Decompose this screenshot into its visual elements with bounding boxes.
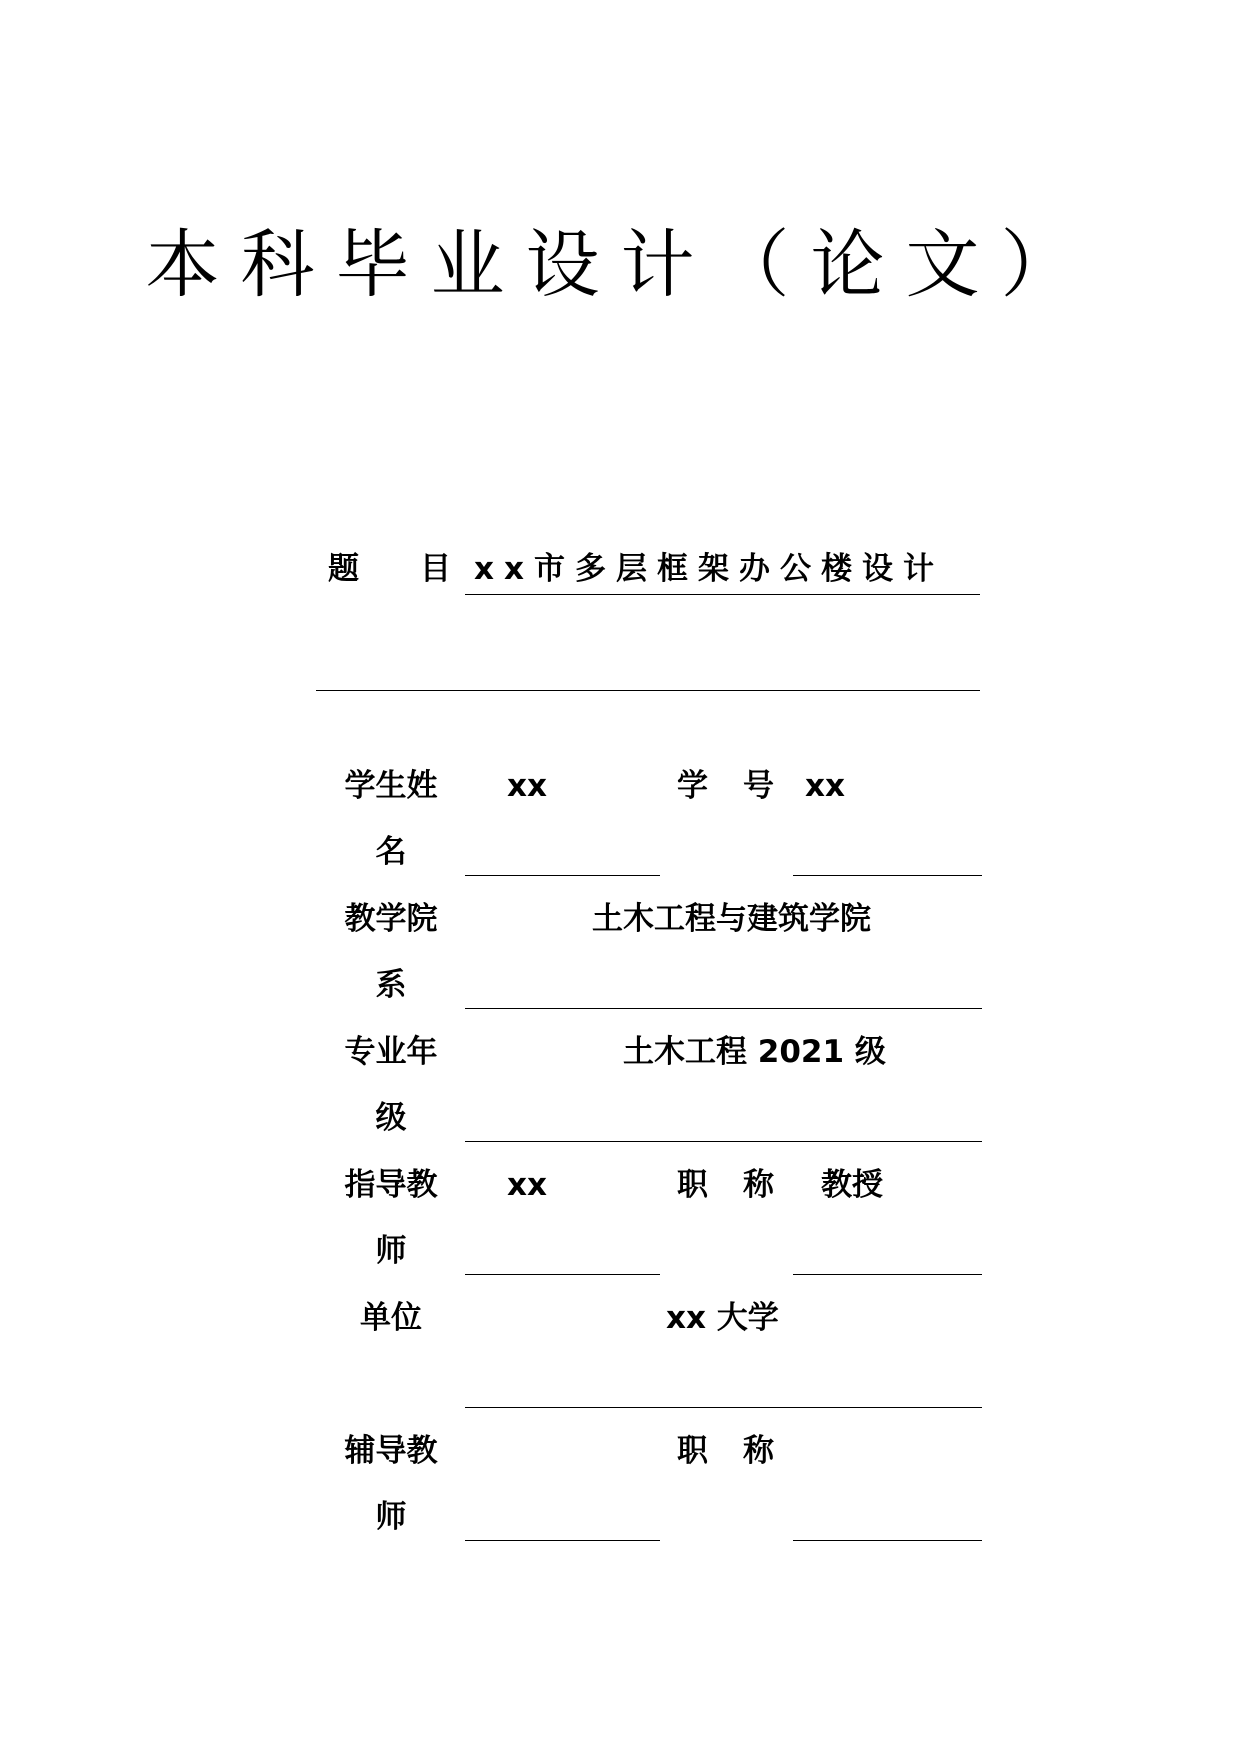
- co-advisor-label: 辅导教师: [344, 1433, 438, 1535]
- advisor-underline: [465, 1274, 660, 1275]
- major-year-value: 土木工程 2021 级: [623, 1034, 886, 1070]
- topic-label-part2: 目: [420, 551, 451, 587]
- topic-underline: [465, 594, 980, 595]
- school-value: 土木工程与建筑学院: [592, 901, 871, 937]
- advisor-title-underline: [793, 1274, 982, 1275]
- topic-label-part1: 题: [328, 551, 359, 587]
- co-advisor-title-label-part2: 称: [743, 1433, 774, 1469]
- co-advisor-title-label-part1: 职: [677, 1433, 708, 1469]
- advisor-title-value: 教授: [821, 1167, 883, 1203]
- school-label: 教学院系: [344, 901, 438, 1003]
- student-id-value: xx: [805, 768, 845, 804]
- unit-label: 单位: [360, 1300, 422, 1336]
- student-name-label: 学生姓名: [344, 768, 438, 870]
- unit-value: xx 大学: [666, 1300, 779, 1336]
- student-name-value: xx: [507, 768, 547, 804]
- document-title: 本科毕业设计（论文）: [145, 222, 1096, 308]
- topic-value: xx市多层框架办公楼设计: [474, 551, 944, 587]
- advisor-title-label-part1: 职: [677, 1167, 708, 1203]
- unit-underline: [465, 1407, 982, 1408]
- school-underline: [465, 1008, 982, 1009]
- advisor-label: 指导教师: [344, 1167, 438, 1269]
- major-year-label: 专业年级: [344, 1034, 438, 1136]
- co-advisor-title-underline: [793, 1540, 982, 1541]
- co-advisor-underline: [465, 1540, 660, 1541]
- topic-second-underline: [316, 690, 980, 691]
- student-id-label-part2: 号: [743, 768, 774, 804]
- advisor-value: xx: [507, 1167, 547, 1203]
- student-id-underline: [793, 875, 982, 876]
- student-name-underline: [465, 875, 660, 876]
- major-year-underline: [465, 1141, 982, 1142]
- student-id-label-part1: 学: [677, 768, 708, 804]
- advisor-title-label-part2: 称: [743, 1167, 774, 1203]
